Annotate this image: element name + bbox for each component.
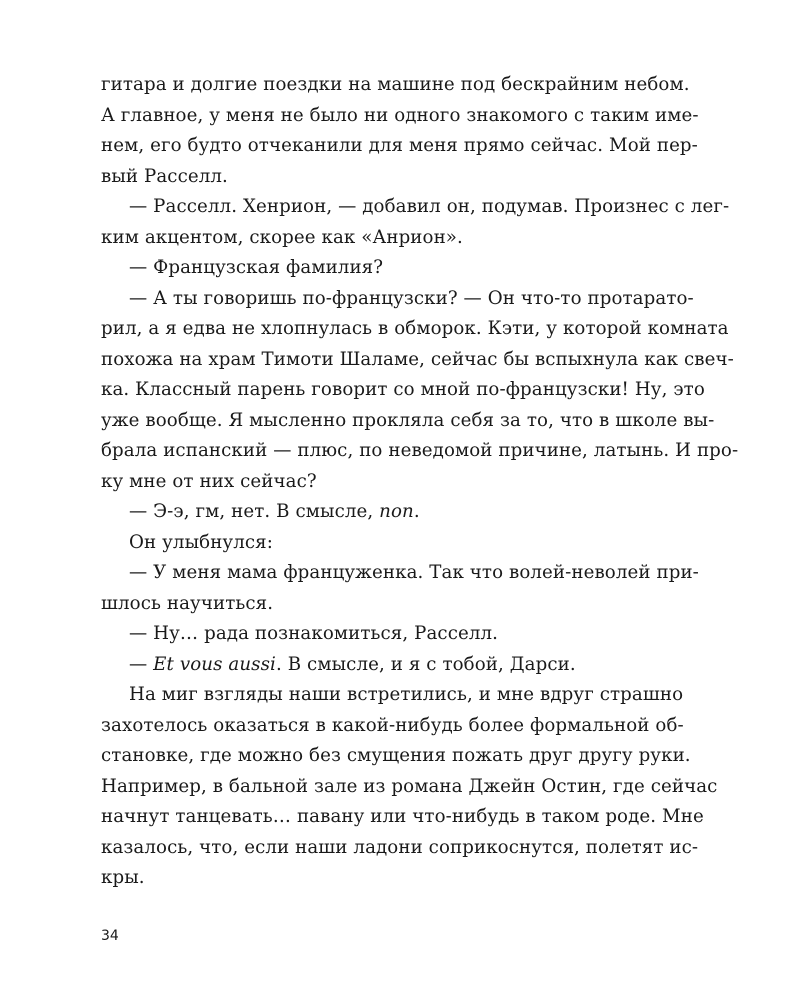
text-line xyxy=(101,436,739,467)
line-text: казалось, что, если наши ладони соприкоснутся, полетят ис- xyxy=(101,836,699,858)
page-number: 34 xyxy=(101,928,119,944)
text-line xyxy=(101,192,730,223)
line-text: становке, где можно без смущения пожать друг другу руки. xyxy=(101,745,691,766)
italic-text: Et vous aussi xyxy=(153,653,276,675)
line-text: шлось научиться. xyxy=(101,592,274,614)
text-line xyxy=(101,680,684,711)
line-text: — Французская фамилия? xyxy=(129,257,384,278)
text-line xyxy=(101,101,699,132)
line-text: брала испанский — плюс, по неведомой причине, латынь. И про- xyxy=(101,440,739,461)
text-line xyxy=(101,375,705,406)
text-line xyxy=(101,253,681,284)
text-line xyxy=(101,619,681,650)
text-line xyxy=(101,772,718,803)
text-line xyxy=(101,863,681,894)
line-text: ким акцентом, скорее как «Анрион». xyxy=(101,226,463,248)
line-text: уже вообще. Я мысленно прокляла себя за то, что в школе вы- xyxy=(101,409,715,431)
line-text: — У меня мама француженка. Так что волей-неволей при- xyxy=(129,562,699,583)
text-line xyxy=(101,162,681,193)
text-line xyxy=(101,497,681,528)
text-line xyxy=(101,345,734,376)
line-text: рил, а я едва не хлопнулась в обморок. Кэти, у которой комната xyxy=(101,318,729,339)
text-line xyxy=(101,528,681,559)
line-text: начнут танцевать… павану или что-нибудь в таком роде. Мне xyxy=(101,806,704,827)
text-line xyxy=(101,284,694,315)
line-text: Он улыбнулся: xyxy=(129,531,273,553)
line-text: захотелось оказаться в какой-нибудь более формальной об- xyxy=(101,714,684,736)
text-line xyxy=(101,741,691,772)
line-text: ку мне от них сейчас? xyxy=(101,470,317,492)
text-line xyxy=(101,467,681,498)
line-text: вый Расселл. xyxy=(101,165,228,187)
line-text-tail: . В смысле, и я с тобой, Дарси. xyxy=(275,653,576,675)
line-text: нем, его будто отчеканили для меня прямо сейчас. Мой пер- xyxy=(101,135,698,156)
text-line xyxy=(101,802,704,833)
line-text-tail: . xyxy=(413,501,420,522)
text-line xyxy=(101,70,690,101)
text-line xyxy=(101,314,729,345)
line-text: гитара и долгие поездки на машине под бескрайним небом. xyxy=(101,74,690,95)
line-text: — Ну… рада познакомиться, Расселл. xyxy=(129,623,499,644)
italic-text: non xyxy=(379,501,414,522)
text-line xyxy=(101,406,715,437)
text-line xyxy=(101,833,699,864)
line-text: А главное, у меня не было ни одного знакомого с таким име- xyxy=(101,104,699,126)
line-text: Например, в бальной зале из романа Джейн Остин, где сейчас xyxy=(101,775,718,797)
line-text: кры. xyxy=(101,867,145,888)
line-text: — Э-э, гм, нет. В смысле, xyxy=(129,501,380,522)
text-line xyxy=(101,589,681,620)
text-line xyxy=(101,650,681,681)
text-line xyxy=(101,131,698,162)
line-text: — А ты говоришь по-французски? — Он что-то протарато- xyxy=(129,287,694,309)
text-line xyxy=(101,558,699,589)
text-line xyxy=(101,223,681,254)
line-text: — Расселл. Хенрион, — добавил он, подумав. Произнес с лег- xyxy=(129,196,730,217)
line-text: На миг взгляды наши встретились, и мне вдруг страшно xyxy=(129,684,684,705)
text-line xyxy=(101,711,684,742)
line-text: ка. Классный парень говорит со мной по-французски! Ну, это xyxy=(101,379,705,400)
body-text xyxy=(101,70,739,894)
line-text: — xyxy=(129,653,154,675)
line-text: похожа на храм Тимоти Шаламе, сейчас бы вспыхнула как свеч- xyxy=(101,348,734,370)
